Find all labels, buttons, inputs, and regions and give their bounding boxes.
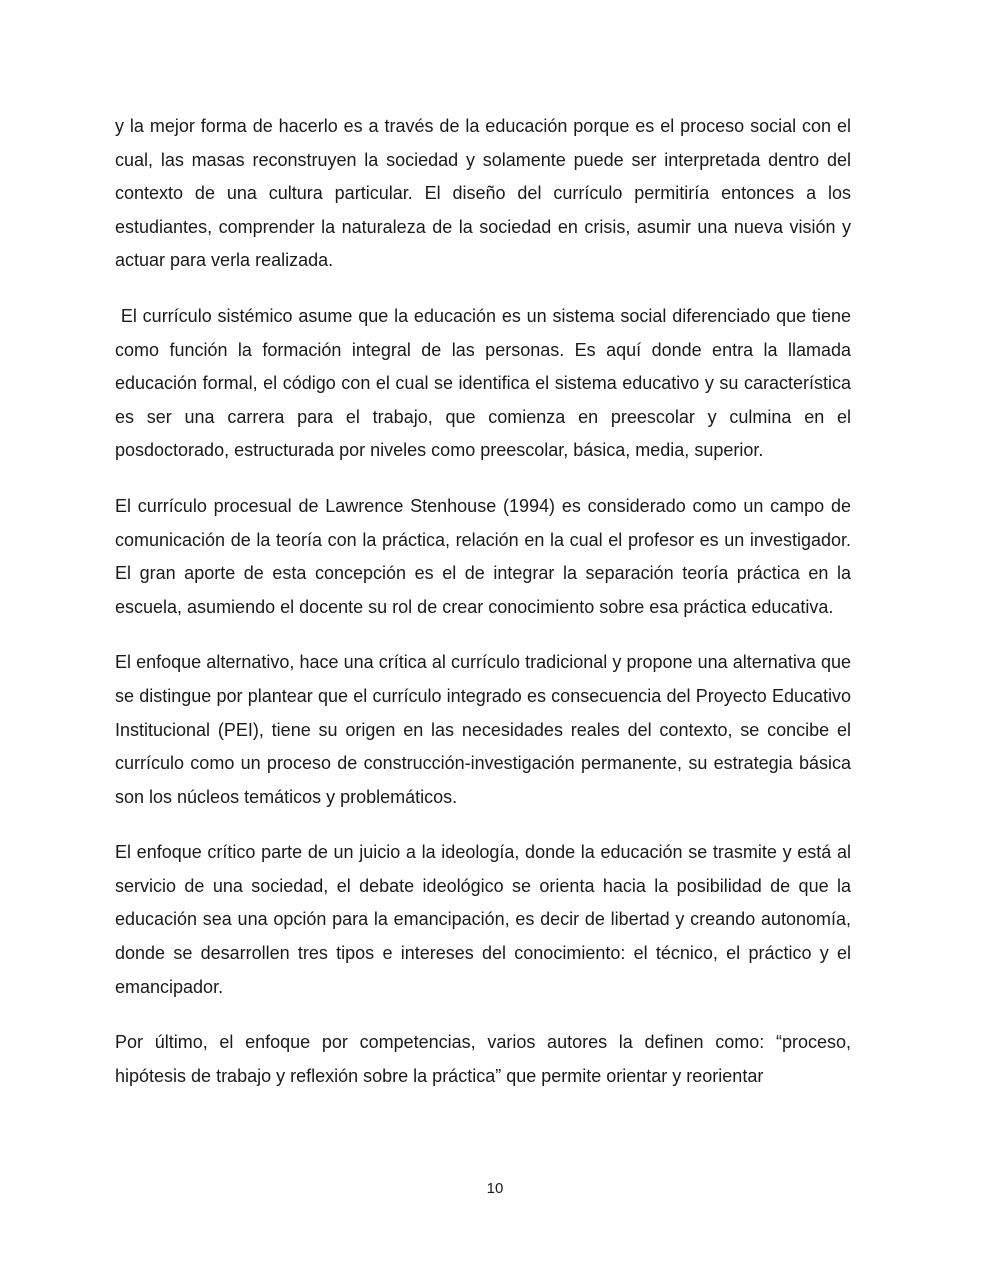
paragraph-reconstruccionismo: y la mejor forma de hacerlo es a través de la educación porque es el proceso social con el cual, las masas reconstruyen la sociedad y solamente puede ser interpretada dentro del contexto de una cultura particular. El diseño del currículo permitiría entonces a los estudiantes, comprender la naturaleza de la sociedad en crisis, asumir una nueva visión y actuar para verla realizada. bbox=[115, 116, 857, 271]
paragraph-enfoque-competencias: Por último, el enfoque por competencias, varios autores la definen como: “proceso, hipótesis de trabajo y reflexión sobre la práctica” que permite orientar y reorientar bbox=[115, 1032, 857, 1086]
body-text bbox=[115, 110, 857, 1093]
paragraph-enfoque-critico: El enfoque crítico parte de un juicio a la ideología, donde la educación se trasmite y está al servicio de una sociedad, el debate ideológico se orienta hacia la posibilidad de que la educación sea una opción para la emancipación, es decir de libertad y creando autonomía, donde se desarrollen tres tipos e intereses del conocimiento: el técnico, el práctico y el emancipador. bbox=[115, 842, 857, 997]
paragraph-curriculo-procesual: El currículo procesual de Lawrence Stenhouse (1994) es considerado como un campo de comunicación de la teoría con la práctica, relación en la cual el profesor es un investigador. El gran aporte de esta concepción es el de integrar la separación teoría práctica en la escuela, asumiendo el docente su rol de crear conocimiento sobre esa práctica educativa. bbox=[115, 495, 857, 617]
paragraph-curriculo-sistemico: El currículo sistémico asume que la educación es un sistema social diferenciado que tiene como función la formación integral de las personas. Es aquí donde entra la llamada educación formal, el código con el cual se identifica el sistema educativo y su característica es ser una carrera para el trabajo, que comienza en preescolar y culmina en el posdoctorado, estructurada por niveles como preescolar, básica, media, superior. bbox=[115, 305, 857, 461]
paragraph-enfoque-alternativo: El enfoque alternativo, hace una crítica al currículo tradicional y propone una alternativa que se distingue por plantear que el currículo integrado es consecuencia del Proyecto Educativo Institucional (PEI), tiene su origen en las necesidades reales del contexto, se concibe el currículo como un proceso de construcción-investigación permanente, su estrategia básica son los núcleos temáticos y problemáticos. bbox=[115, 652, 857, 807]
page-number: 10 bbox=[486, 1180, 504, 1197]
